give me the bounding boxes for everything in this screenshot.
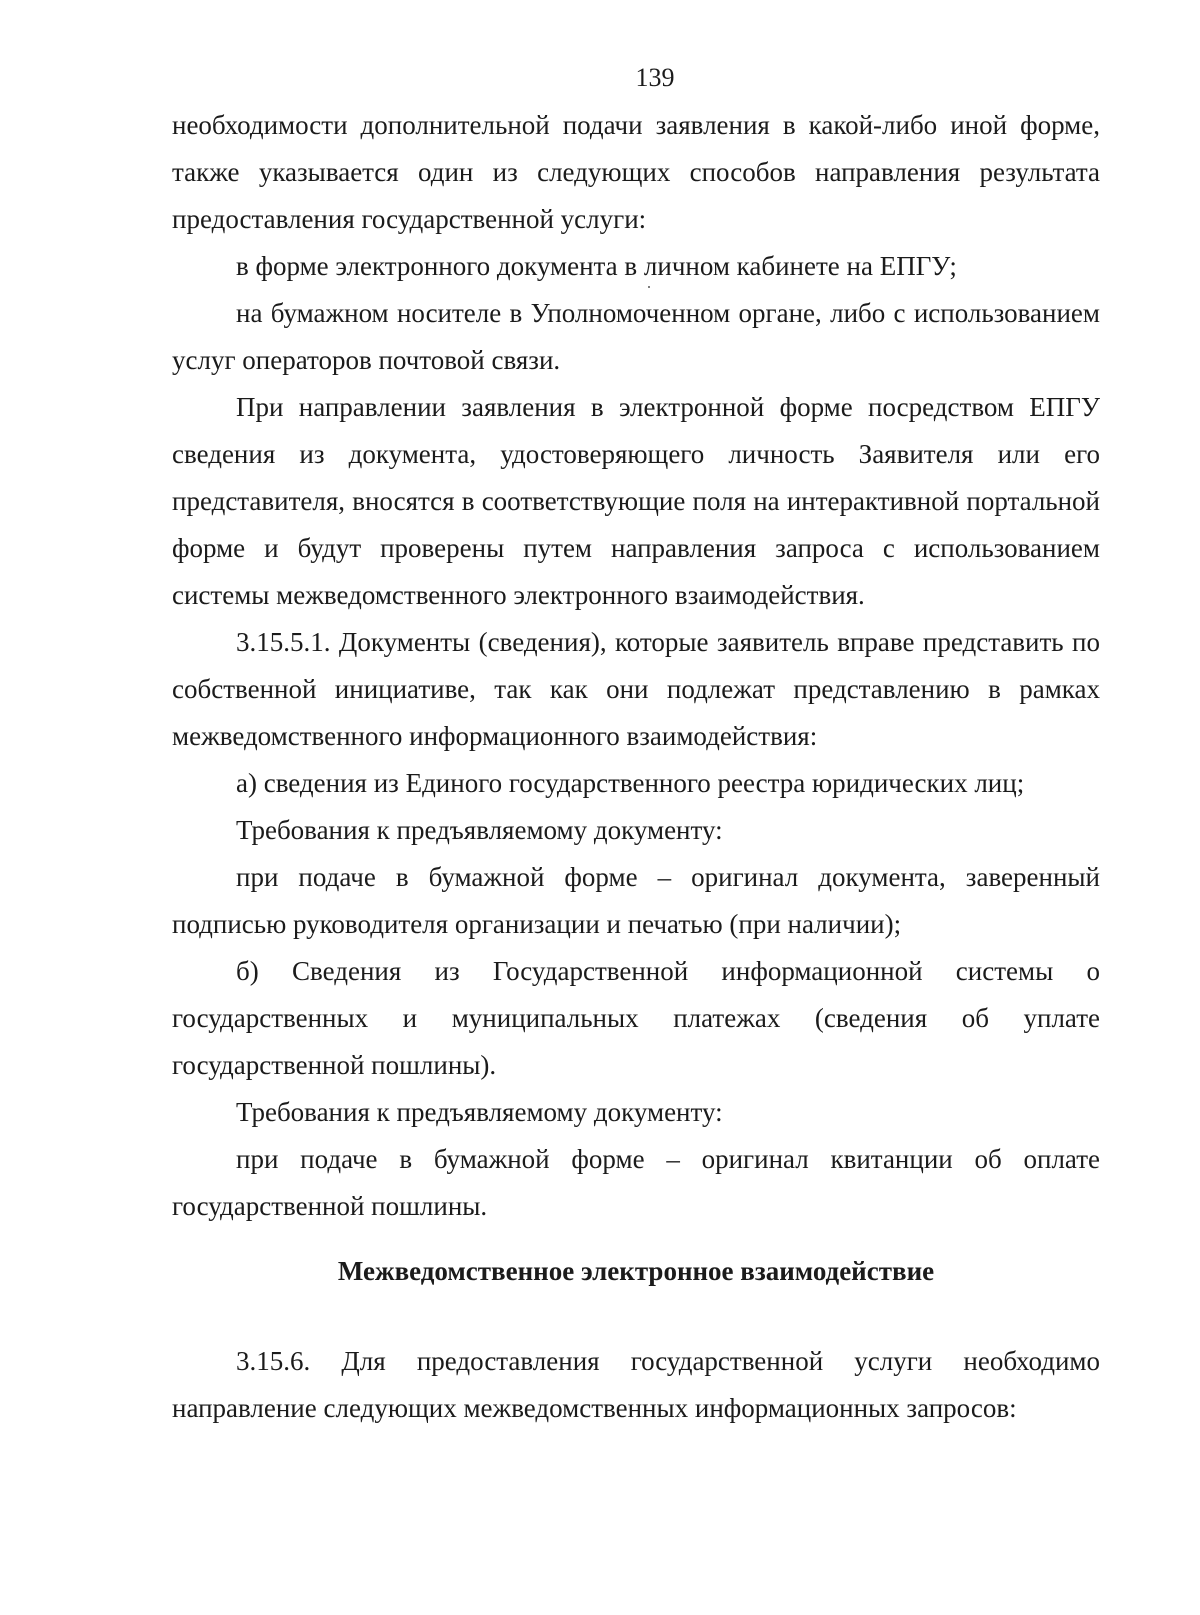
paragraph-requirements-b: Требования к предъявляемому документу: [236, 1097, 723, 1127]
paragraph-electronic-option: в форме электронного документа в личном кабинете на ЕПГУ; [236, 251, 957, 281]
body-text-block-2 [172, 1338, 1100, 1432]
paragraph-epgu-submission: При направлении заявления в электронной форме посредством ЕПГУ сведения из документа, удостоверяющего личность Заявителя или его представителя, вносятся в соответствующие поля на интерактивной портальной форме и будут проверены путем направления запроса с использованием системы межведомственного электронного взаимодействия. [172, 392, 1100, 610]
paragraph-3-15-6: 3.15.6. Для предоставления государственной услуги необходимо направление следующих межведомственных информационных запросов: [172, 1346, 1100, 1423]
body-text-block [172, 102, 1100, 1230]
paragraph-continuation: необходимости дополнительной подачи заявления в какой-либо иной форме, также указывается один из следующих способов направления результата предоставления государственной услуги: [172, 110, 1100, 234]
paragraph-paper-option: на бумажном носителе в Уполномоченном органе, либо с использованием услуг операторов почтовой связи. [172, 298, 1100, 375]
paragraph-3-15-5-1: 3.15.5.1. Документы (сведения), которые заявитель вправе представить по собственной инициативе, так как они подлежат представлению в рамках межведомственного информационного взаимодействия: [172, 627, 1100, 751]
page-number: 139 [635, 63, 675, 92]
paragraph-paper-original-b: при подаче в бумажной форме – оригинал квитанции об оплате государственной пошлины. [172, 1144, 1100, 1221]
paragraph-item-b: б) Сведения из Государственной информационной системы о государственных и муниципальных платежах (сведения об уплате государственной пошлины). [172, 956, 1100, 1080]
section-heading: Межведомственное электронное взаимодействие [337, 1256, 935, 1286]
paragraph-requirements-a: Требования к предъявляемому документу: [236, 815, 723, 845]
paragraph-item-a: а) сведения из Единого государственного реестра юридических лиц; [236, 768, 1025, 798]
scan-speck [648, 286, 650, 288]
paragraph-paper-original-a: при подаче в бумажной форме – оригинал документа, заверенный подписью руководителя организации и печатью (при наличии); [172, 862, 1100, 939]
